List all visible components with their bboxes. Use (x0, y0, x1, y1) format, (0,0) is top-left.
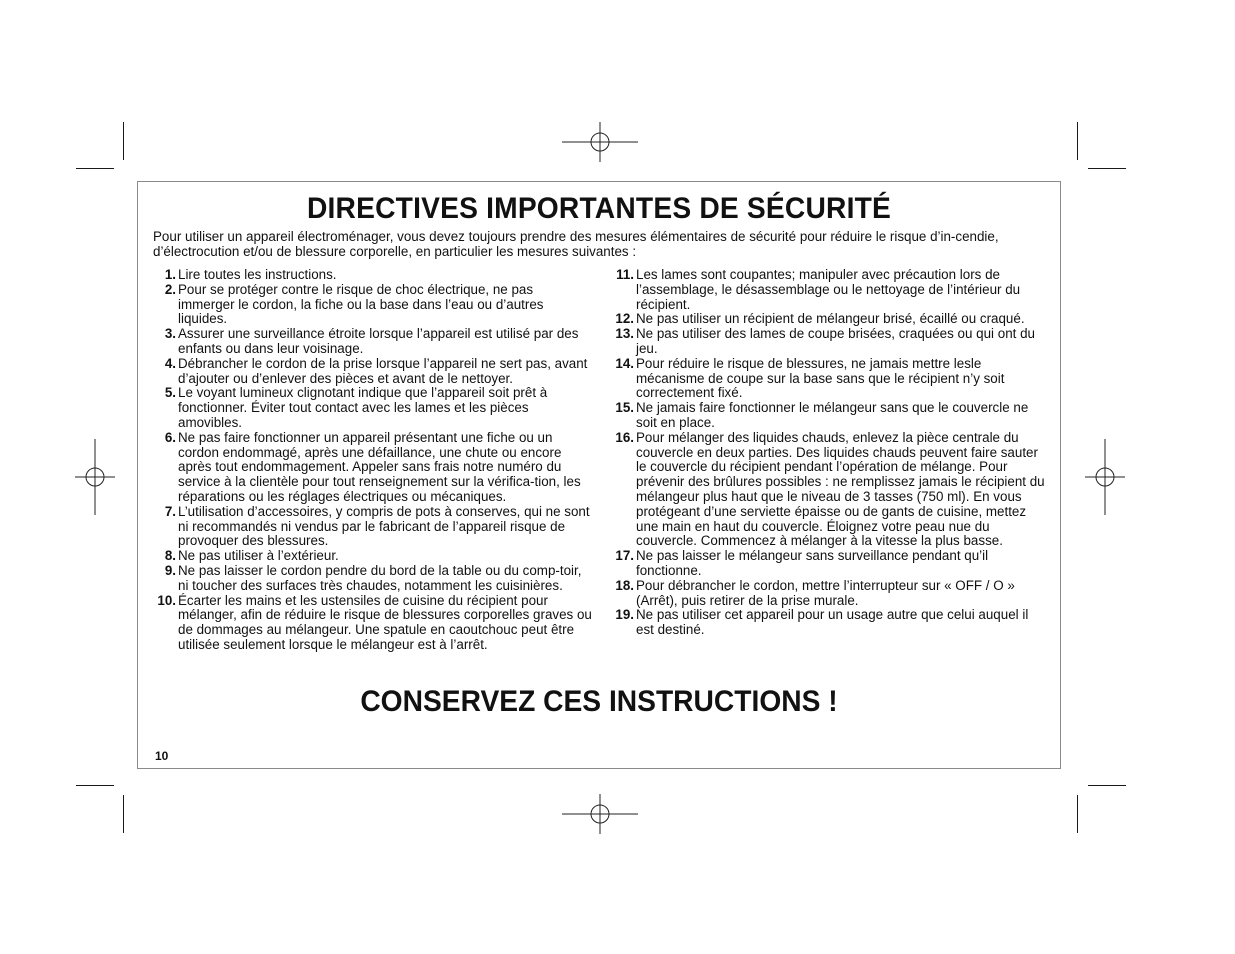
item-number: 1. (164, 267, 176, 282)
registration-mark-icon (1067, 439, 1143, 515)
list-item (152, 386, 592, 430)
list-item (608, 357, 1048, 401)
item-number: 3. (164, 326, 176, 342)
list-item (608, 268, 1048, 312)
item-text: Pour se protéger contre le risque de choc électrique, ne pas immerger le cordon, la fiche ou la base dans l’eau ou d’autres liquides. (178, 281, 544, 327)
item-text: Pour débrancher le cordon, mettre l’interrupteur sur « OFF / O » (Arrêt), puis retirer de la prise murale. (636, 577, 1015, 608)
instruction-list-right (608, 268, 1048, 638)
crop-mark (76, 168, 114, 169)
list-item (152, 431, 592, 505)
item-number: 18. (615, 577, 634, 593)
item-number: 15. (615, 400, 634, 416)
page-number: 10 (155, 749, 169, 763)
item-number: 4. (164, 355, 176, 371)
instruction-list-left (152, 268, 592, 653)
item-number: 11. (616, 267, 634, 282)
item-number: 6. (164, 429, 176, 445)
item-text: Ne pas utiliser cet appareil pour un usage autre que celui auquel il est destiné. (636, 607, 1029, 638)
list-item (608, 579, 1048, 609)
safety-page-frame (137, 181, 1061, 769)
item-number: 7. (164, 503, 176, 519)
list-item (608, 608, 1048, 638)
crop-mark (123, 795, 124, 833)
item-text: Ne pas utiliser un récipient de mélangeur brisé, écaillé ou craqué. (636, 311, 1025, 327)
registration-mark-icon (562, 776, 638, 852)
item-number: 5. (164, 385, 176, 401)
list-item (152, 505, 592, 549)
crop-mark (1077, 122, 1078, 160)
crop-mark (76, 785, 114, 786)
item-number: 17. (615, 548, 634, 564)
list-item (152, 549, 592, 564)
item-text: Pour mélanger des liquides chauds, enlevez la pièce centrale du couvercle en deux parties. Des liquides chauds peuvent faire sauter le couvercle du récipient pendant l’opération de mélange. Pour prévenir des brûlures possibles : ne remplissez jamais le récipient du mélangeur plus haut que le niveau de 3 tasses (750 ml). En vous protégeant d’une serviette épaisse ou de gants de cuisine, mettez une main en haut du couvercle. Éloignez votre peau nue du couvercle. Commencez à mélanger à la vitesse la plus basse. (636, 429, 1045, 549)
list-item (152, 283, 592, 327)
item-text: Le voyant lumineux clignotant indique que l’appareil soit prêt à fonctionner. Éviter tout contact avec les lames et les pièces amovibles. (178, 385, 548, 430)
item-text: L’utilisation d’accessoires, y compris de pots à conserves, qui ne sont ni recommandés ni vendus par le fabricant de l’appareil risque de provoquer des blessures. (178, 503, 590, 549)
list-item (152, 357, 592, 387)
intro-paragraph: Pour utiliser un appareil électroménager, vous devez toujours prendre des mesures élémentaires de sécurité pour réduire le risque d’in-cendie, d’électrocution et/ou de blessure corporelle, en particulier les mesures suivantes : (153, 229, 999, 259)
list-item (608, 431, 1048, 549)
crop-mark (1088, 168, 1126, 169)
list-item (152, 594, 592, 653)
item-number: 10. (157, 592, 176, 608)
item-text: Les lames sont coupantes; manipuler avec précaution lors de l’assemblage, le désassemblage ou le nettoyage de l’intérieur du récipient. (636, 267, 1021, 312)
item-number: 16. (615, 429, 634, 445)
item-text: Débrancher le cordon de la prise lorsque l’appareil ne sert pas, avant d’ajouter ou d’enlever des pièces et avant de le nettoyer. (178, 355, 588, 386)
item-text: Écarter les mains et les ustensiles de cuisine du récipient pour mélanger, afin de réduire le risque de blessures corporelles graves ou de dommages au mélangeur. Une spatule en caoutchouc peut être utilisée seulement lorsque le mélangeur est à l’arrêt. (178, 592, 592, 652)
item-number: 9. (164, 562, 176, 578)
item-text: Pour réduire le risque de blessures, ne jamais mettre lesle mécanisme de coupe sur la base sans que le récipient n’y soit correctement fixé. (636, 355, 1005, 401)
item-text: Ne pas utiliser des lames de coupe brisées, craquées ou qui ont du jeu. (636, 326, 1035, 356)
crop-mark (1077, 795, 1078, 833)
item-text: Ne pas utiliser à l’extérieur. (178, 548, 339, 564)
registration-mark-icon (562, 104, 638, 180)
list-item (608, 401, 1048, 431)
item-text: Assurer une surveillance étroite lorsque l’appareil est utilisé par des enfants ou dans leur voisinage. (178, 326, 579, 356)
list-item (608, 312, 1048, 327)
item-text: Ne jamais faire fonctionner le mélangeur sans que le couvercle ne soit en place. (636, 400, 1029, 430)
crop-mark (1088, 785, 1126, 786)
list-item (152, 327, 592, 357)
list-item (608, 327, 1048, 357)
closing-title: CONSERVEZ CES INSTRUCTIONS ! (360, 685, 838, 718)
page-title: DIRECTIVES IMPORTANTES DE SÉCURITÉ (306, 192, 892, 225)
item-text: Lire toutes les instructions. (178, 267, 337, 282)
item-number: 8. (164, 548, 176, 564)
list-item (152, 564, 592, 594)
list-item (152, 268, 592, 283)
crop-mark (123, 122, 124, 160)
item-number: 14. (615, 355, 634, 371)
list-item (608, 549, 1048, 579)
registration-mark-icon (57, 439, 133, 515)
item-number: 13. (615, 326, 634, 342)
item-number: 12. (615, 311, 634, 327)
item-number: 2. (164, 281, 176, 297)
item-number: 19. (615, 607, 634, 623)
item-text: Ne pas laisser le cordon pendre du bord de la table ou du comp-toir, ni toucher des surfaces très chaudes, notamment les cuisinières. (178, 562, 582, 593)
item-text: Ne pas faire fonctionner un appareil présentant une fiche ou un cordon endommagé, après une défaillance, une chute ou encore après tout endommagement. Appeler sans frais notre numéro du service à la clientèle pour tout renseignement sur la vérifica-tion, les réparations ou les réglages électriques ou mécaniques. (178, 429, 581, 504)
item-text: Ne pas laisser le mélangeur sans surveillance pendant qu’il fonctionne. (636, 548, 989, 578)
